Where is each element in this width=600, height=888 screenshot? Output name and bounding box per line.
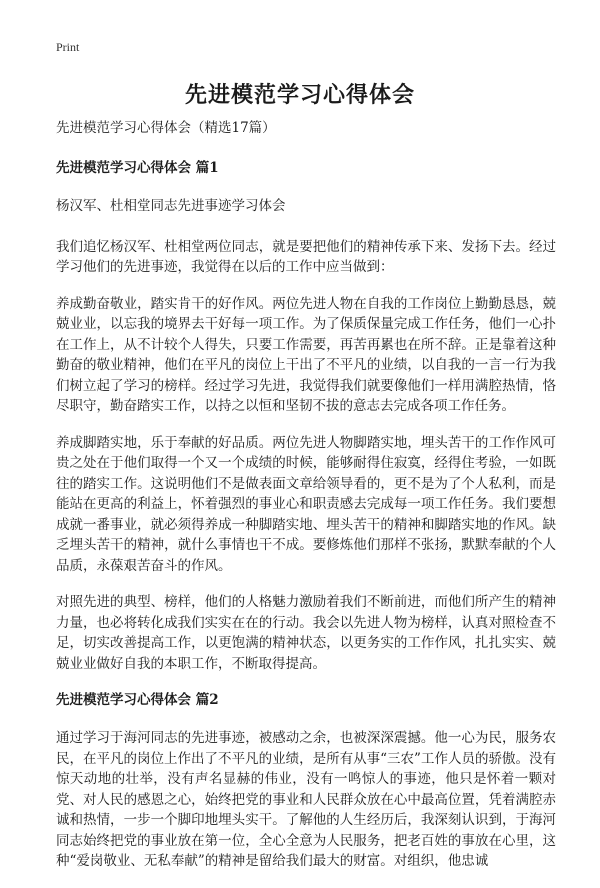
paragraph: 通过学习于海河同志的先进事迹，被感动之余，也被深深震撼。他一心为民，服务农民，在平凡的岗位上作出了不平凡的业绩，是所有从事“三农”工作人员的骄傲。没有惊天动地的壮举，没有声名显赫的伟业，没有一鸣惊人的事迹，他只是怀着一颗对党、对人民的感恩之心，始终把党的事业和人民群众放在心中最高位置，凭着满腔赤诚和热情，一步一个脚印地埋头实干。了解他的人生经历后，我深刻认识到，于海河同志始终把党的事业放在第一位，全心全意为人民服务，把老百姓的事放在心里，这种“爱岗敬业、无私奉献”的精神是留给我们最大的财富。对组织，他忠诚	[56, 730, 556, 869]
section-heading-1: 先进模范学习心得体会 篇1	[56, 160, 219, 176]
print-link[interactable]: Print	[56, 40, 80, 54]
document-subtitle: 先进模范学习心得体会（精选17篇）	[56, 120, 276, 136]
document-body	[56, 118, 556, 888]
paragraph: 对照先进的典型、榜样，他们的人格魅力激励着我们不断前进，而他们所产生的精神力量，也必将转化成我们实实在在的行动。我会以先进人物为榜样，认真对照检查不足，切实改善提高工作，以更饱满的精神状态，以更务实的工作作风，扎扎实实、兢兢业业做好自我的本职工作，不断取得提高。	[56, 594, 556, 672]
paragraph: 养成脚踏实地，乐于奉献的好品质。两位先进人物脚踏实地，埋头苦干的工作作风可贵之处在于他们取得一个又一个成绩的时候，能够耐得住寂寞，经得住考验，一如既往的踏实工作。这说明他们不是做表面文章给领导看的，更不是为了个人私利，而是能站在更高的利益上，怀着强烈的事业心和职责感去完成每一项工作任务。我们要想成就一番事业，就必须得养成一种脚踏实地、埋头苦干的精神和脚踏实地的作风。缺乏埋头苦干的精神，就什么事情也干不成。要修炼他们那样不张扬，默默奉献的个人品质，永葆艰苦奋斗的作风。	[56, 434, 556, 574]
section-lead: 杨汉军、杜相堂同志先进事迹学习体会	[56, 198, 286, 214]
section-heading-2: 先进模范学习心得体会 篇2	[56, 692, 219, 708]
document-title: 先进模范学习心得体会	[184, 82, 415, 108]
paragraph: 养成勤奋敬业，踏实肯干的好作风。两位先进人物在自我的工作岗位上勤勤恳恳，兢兢业业，以忘我的境界去干好每一项工作。为了保质保量完成工作任务，他们一心扑在工作上，从不计较个人得失，只要工作需要，再苦再累也在所不辞。正是靠着这种勤奋的敬业精神，他们在平凡的岗位上干出了不平凡的业绩，以自我的一言一行为我们树立起了学习的榜样。经过学习先进，我觉得我们就要像他们一样用满腔热情，恪尽职守，勤奋踏实工作，以持之以恒和坚韧不拔的意志去完成各项工作任务。	[56, 295, 556, 414]
paragraph: 我们追忆杨汉军、杜相堂两位同志，就是要把他们的精神传承下来、发扬下去。经过学习他们的先进事迹，我觉得在以后的工作中应当做到：	[56, 238, 556, 275]
